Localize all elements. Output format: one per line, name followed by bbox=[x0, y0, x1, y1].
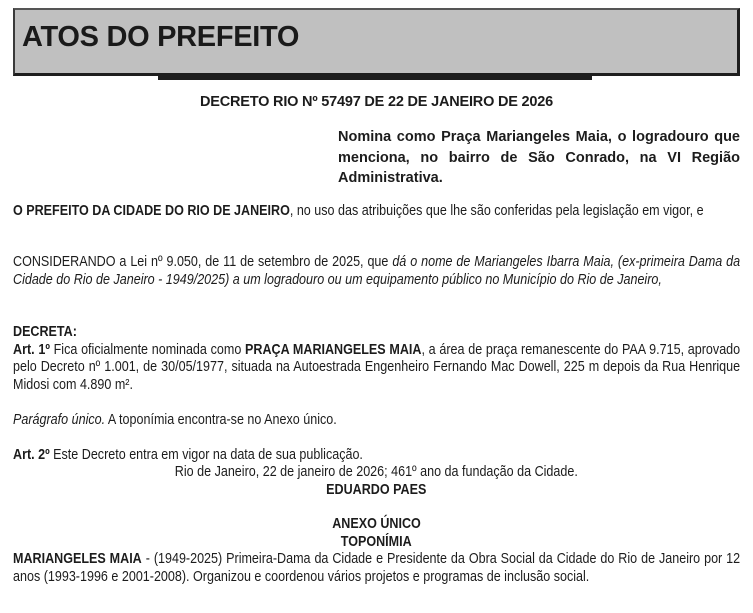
signer-name: EDUARDO PAES bbox=[326, 482, 427, 498]
annex-bio-text: - (1949-2025) Primeira-Dama da Cidade e Presidente da Obra Social da Cidade do Rio de Janeiro por 12 anos (1993-1996 e 2001-2008). Organizou e coordenou vários projetos e programas de inclusão social. bbox=[13, 551, 741, 585]
annex-title-line bbox=[0, 516, 753, 534]
decree-summary: Nomina como Praça Mariangeles Maia, o logradouro que menciona, no bairro de São Conrado, na VI Região Administrativa. bbox=[338, 129, 740, 186]
considerando-paragraph bbox=[13, 254, 740, 289]
art2-paragraph bbox=[13, 447, 740, 465]
paragrafo-text: A toponímia encontra-se no Anexo único. bbox=[105, 412, 337, 428]
place-date-line bbox=[0, 464, 753, 482]
paragrafo-label: Parágrafo único. bbox=[13, 412, 106, 428]
art1-label: Art. 1º bbox=[13, 341, 50, 358]
art2-label: Art. 2º bbox=[13, 447, 50, 463]
considerando-italic: dá o nome de Mariangeles Ibarra Maia, (ex-primeira Dama da Cidade do Rio de Janeiro - 1949/2025) a um logradouro ou um equipamento público no Município do Rio de Janeiro, bbox=[13, 254, 741, 288]
header-underline-bar bbox=[158, 74, 592, 80]
section-title: ATOS DO PREFEITO bbox=[22, 21, 300, 53]
decreta-section bbox=[13, 324, 740, 394]
decree-title: DECRETO RIO Nº 57497 DE 22 DE JANEIRO DE 2026 bbox=[199, 94, 554, 110]
authority-text: , no uso das atribuições que lhe são conferidas pela legislação em vigor, e bbox=[289, 203, 704, 219]
art1-praca-name: PRAÇA MARIANGELES MAIA bbox=[245, 341, 422, 358]
annex-person-name: MARIANGELES MAIA bbox=[13, 551, 142, 567]
annex-subtitle: TOPONÍMIA bbox=[341, 534, 412, 550]
decreta-label: DECRETA: bbox=[13, 324, 77, 340]
considerando-lead: CONSIDERANDO a Lei nº 9.050, de 11 de setembro de 2025, que bbox=[13, 254, 393, 270]
annex-title: ANEXO ÚNICO bbox=[332, 516, 421, 532]
art1-text-a: Fica oficialmente nominada como bbox=[49, 341, 246, 358]
art2-text: Este Decreto entra em vigor na data de sua publicação. bbox=[49, 447, 363, 463]
signer-line bbox=[0, 482, 753, 500]
section-header-box bbox=[13, 8, 740, 76]
annex-subtitle-line bbox=[0, 534, 753, 552]
place-date-text: Rio de Janeiro, 22 de janeiro de 2026; 461º ano da fundação da Cidade. bbox=[174, 464, 579, 480]
preamble-paragraph bbox=[13, 203, 740, 221]
authority-name: O PREFEITO DA CIDADE DO RIO DE JANEIRO bbox=[13, 203, 290, 219]
paragrafo-unico bbox=[13, 412, 740, 430]
art1-text-b: , a área de praça remanescente do PAA 9.715, aprovado pelo Decreto nº 1.001, de 30/05/1977, situada na Autoestrada Engenheiro Fernando Mac Dowell, 225 m depois da Rua Henrique Midosi com 4.890 m². bbox=[13, 341, 741, 393]
annex-bio-paragraph bbox=[13, 551, 740, 586]
